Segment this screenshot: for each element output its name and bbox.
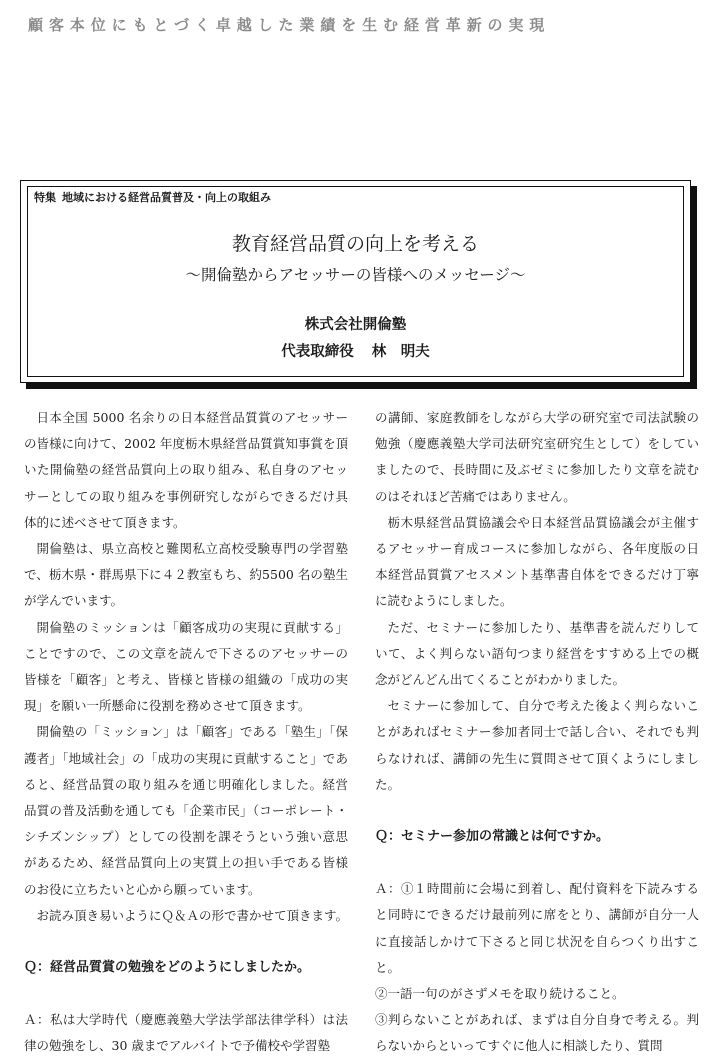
paragraph: 開倫塾は、県立高校と難関私立高校受験専門の学習塾で、栃木県・群馬県下に４２教室もち、約5500 名の塾生が学んでいます。 (24, 541, 348, 609)
feature-label: 特集 (34, 191, 56, 204)
company-name: 株式会社開倫塾 (304, 317, 407, 333)
paragraph: ただ、セミナーに参加したり、基準書を読んだりしていて、よく判らない語句つまり経営をすすめる上での概念がどんどん出てくることがわかりました。 (375, 619, 699, 688)
left-column (24, 405, 348, 1060)
paragraph: お読み頂き易いようにＱ＆Ａの形で書かせて頂きます。 (36, 907, 349, 923)
header-banner: 顧客本位にもとづく卓越した業績を生む経営革新の実現 (28, 16, 551, 34)
article-subtitle: ～開倫塾からアセッサーの皆様へのメッセージ～ (185, 266, 526, 284)
paragraph: 栃木県経営品質協議会や日本経営品質協議会が主催するアセッサー育成コースに参加しながら、各年度版の日本経営品質賞アセスメント基準書自体をできるだけ丁寧に読むようにしました。 (375, 514, 699, 609)
article-title: 教育経営品質の向上を考える (231, 233, 479, 255)
feature-box-inner (27, 186, 684, 377)
paragraph: セミナーに参加して、自分で考えた後よく判らないことがあればセミナー参加者同士で話し合い、それでも判らなければ、講師の先生に質問させて頂くようにしました。 (375, 698, 699, 792)
feature-tag (34, 189, 271, 205)
author-role: 代表取締役 (281, 344, 354, 360)
paragraph: 開倫塾のミッションは「顧客成功の実現に貢献する」ことですので、この文章を読んで下さるのアセッサーの皆様を「顧客」と考え、皆様と皆様の組織の「成功の実現」を願い一所懸命に役割を務めさせて頂きます。 (24, 619, 348, 714)
author-line (28, 340, 683, 361)
paragraph: 開倫塾の「ミッション」は「顧客」である「塾生」「保護者」「地域社会」の「成功の実現に貢献すること」であると、経営品質の取り組みを通じ明確化しました。経営品質の普及活動を通しても「企業市民」（コーポレート・シチズンシップ）としての役割を課そうという強い意思があるため、経営品質向上の実質上の担い手である皆様のお役に立ちたいと心から願っています。 (24, 724, 348, 897)
paragraph: 日本全国 5000 名余りの日本経営品質賞のアセッサーの皆様に向けて、2002 年度栃木県経営品質賞知事賞を頂いた開倫塾の経営品質向上の取り組み、私自身のアセッサーとしての取り組みを事例研究しながらできるだけ具体的に述べさせて頂きます。 (24, 410, 348, 530)
feature-topic: 地域における経営品質普及・向上の取組み (62, 191, 271, 204)
answer-paragraph: ②一語一句のがさずメモを取り続けること。 (375, 986, 625, 1002)
question-heading: Ｑ：セミナー参加の常識とは何ですか。 (375, 829, 610, 845)
paragraph: の講師、家庭教師をしながら大学の研究室で司法試験の勉強（慶應義塾大学司法研究室研究生として）をしていましたので、長時間に及ぶゼミに参加したり文章を読むのはそれほど苦痛ではありません。 (375, 410, 699, 504)
answer-paragraph: ③判らないことがあれば、まずは自分自身で考える。判らないからといってすぐに他人に相談したり、質問 (375, 1012, 699, 1054)
right-column (375, 405, 699, 1060)
answer-paragraph: Ａ：①１時間前に会場に到着し、配付資料を下読みすると同時にできるだけ最前列に席をとり、講師が自分一人に直接話しかけて下さると同じ状況を自らつくり出すこと。 (375, 881, 699, 975)
question-heading: Ｑ：経営品質賞の勉強をどのようにしましたか。 (24, 960, 311, 976)
feature-box (20, 180, 691, 383)
author-name: 林 明夫 (371, 344, 430, 360)
answer-paragraph: Ａ：私は大学時代（慶應義塾大学法学部法律学科）は法律の勉強をし、30 歳までアルバイトで予備校や学習塾 (24, 1012, 348, 1054)
